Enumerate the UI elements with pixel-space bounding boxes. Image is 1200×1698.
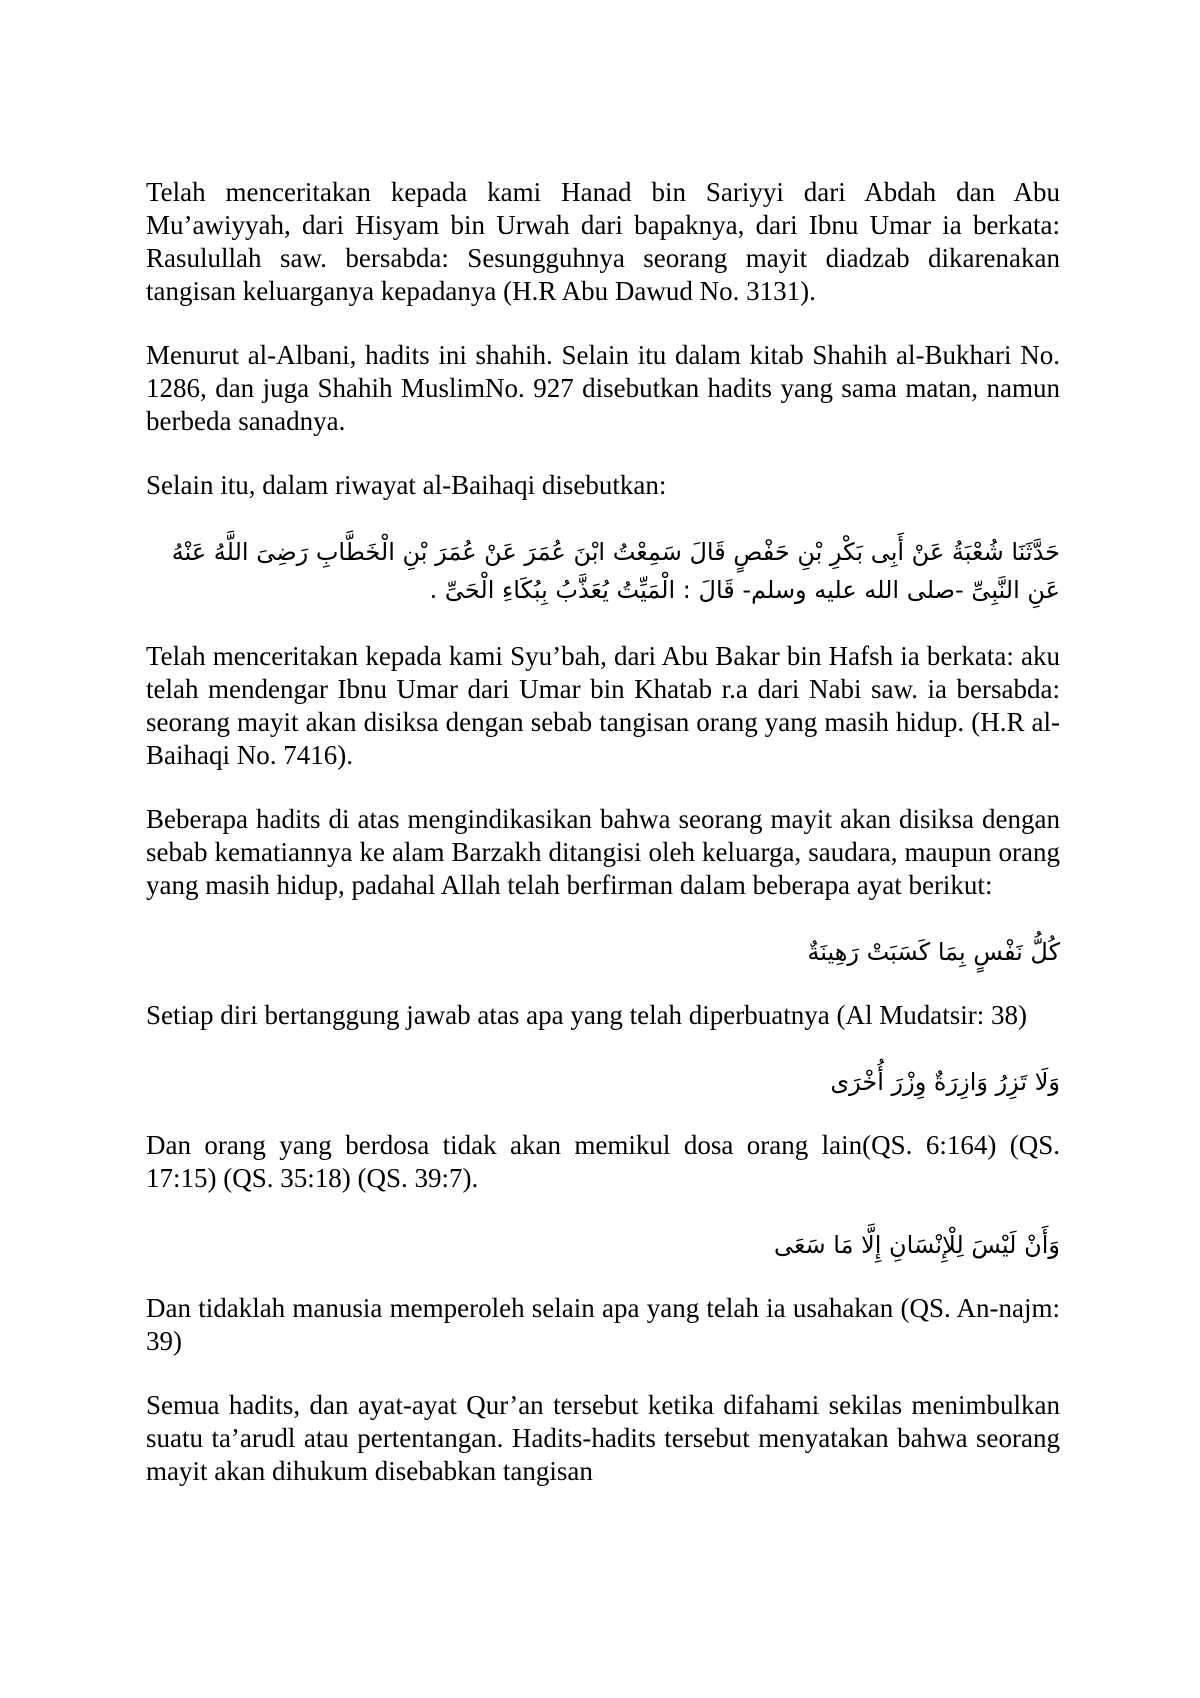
arabic-verse-mudatsir: كُلُّ نَفْسٍ بِمَا كَسَبَتْ رَهِينَةٌ [807,938,1060,966]
paragraph-conflict: Semua hadits, dan ayat-ayat Qur’an tersebut ketika difahami sekilas menimbulkan suatu ta’arudl atau pertentangan. Hadits-hadits tersebut menyatakan bahwa seorang mayit akan dihukum disebabkan tangisan [146,1390,1060,1486]
paragraph-najm-translation: Dan tidaklah manusia memperoleh selain apa yang telah ia usahakan (QS. An-najm: 39) [146,1293,1060,1356]
paragraph-hadith-baihaqi-translation: Telah menceritakan kepada kami Syu’bah, dari Abu Bakar bin Hafsh ia berkata: aku telah mendengar Ibnu Umar dari Umar bin Khatab r.a dari Nabi saw. ia bersabda: seorang mayit akan disiksa dengan sebab tangisan orang yang masih hidup. (H.R al-Baihaqi No. 7416). [146,641,1060,770]
document-page [146,176,1060,1519]
paragraph-mudatsir-translation: Setiap diri bertanggung jawab atas apa yang telah diperbuatnya (Al Mudatsir: 38) [146,1000,1027,1030]
arabic-verse-wazirah: وَلَا تَزِرُ وَازِرَةٌ وِزْرَ أُخْرَى [830,1068,1060,1096]
paragraph-hadith-abu-dawud: Telah menceritakan kepada kami Hanad bin Sariyyi dari Abdah dan Abu Mu’awiyyah, dari Hisyam bin Urwah dari bapaknya, dari Ibnu Umar ia berkata: Rasulullah saw. bersabda: Sesungguhnya seorang mayit diadzab dikarenakan tangisan keluarganya kepadanya (H.R Abu Dawud No. 3131). [146,177,1060,306]
paragraph-albani-note: Menurut al-Albani, hadits ini shahih. Selain itu dalam kitab Shahih al-Bukhari No. 1286, dan juga Shahih MuslimNo. 927 disebutkan hadits yang sama matan, namun berbeda sanadnya. [146,340,1060,436]
paragraph-indication: Beberapa hadits di atas mengindikasikan bahwa seorang mayit akan disiksa dengan sebab kematiannya ke alam Barzakh ditangisi oleh keluarga, saudara, maupun orang yang masih hidup, padahal Allah telah berfirman dalam beberapa ayat berikut: [146,804,1060,900]
arabic-verse-najm: وَأَنْ لَيْسَ لِلْإِنْسَانِ إِلَّا مَا سَعَى [773,1231,1060,1259]
paragraph-baihaqi-intro: Selain itu, dalam riwayat al-Baihaqi disebutkan: [146,470,667,500]
arabic-hadith-baihaqi: حَدَّثَنَا شُعْبَةُ عَنْ أَبِى بَكْرِ بْنِ حَفْصٍ قَالَ سَمِعْتُ ابْنَ عُمَرَ عَنْ عُمَرَ بْنِ الْخَطَّابِ رَضِىَ اللَّهُ عَنْهُ عَنِ النَّبِىِّ -صلى الله عليه وسلم- قَالَ : الْمَيِّتُ يُعَذَّبُ بِبُكَاءِ الْحَىِّ . [171,538,1060,604]
paragraph-wazirah-translation: Dan orang yang berdosa tidak akan memikul dosa orang lain(QS. 6:164) (QS. 17:15) (QS. 35:18) (QS. 39:7). [146,1130,1060,1193]
